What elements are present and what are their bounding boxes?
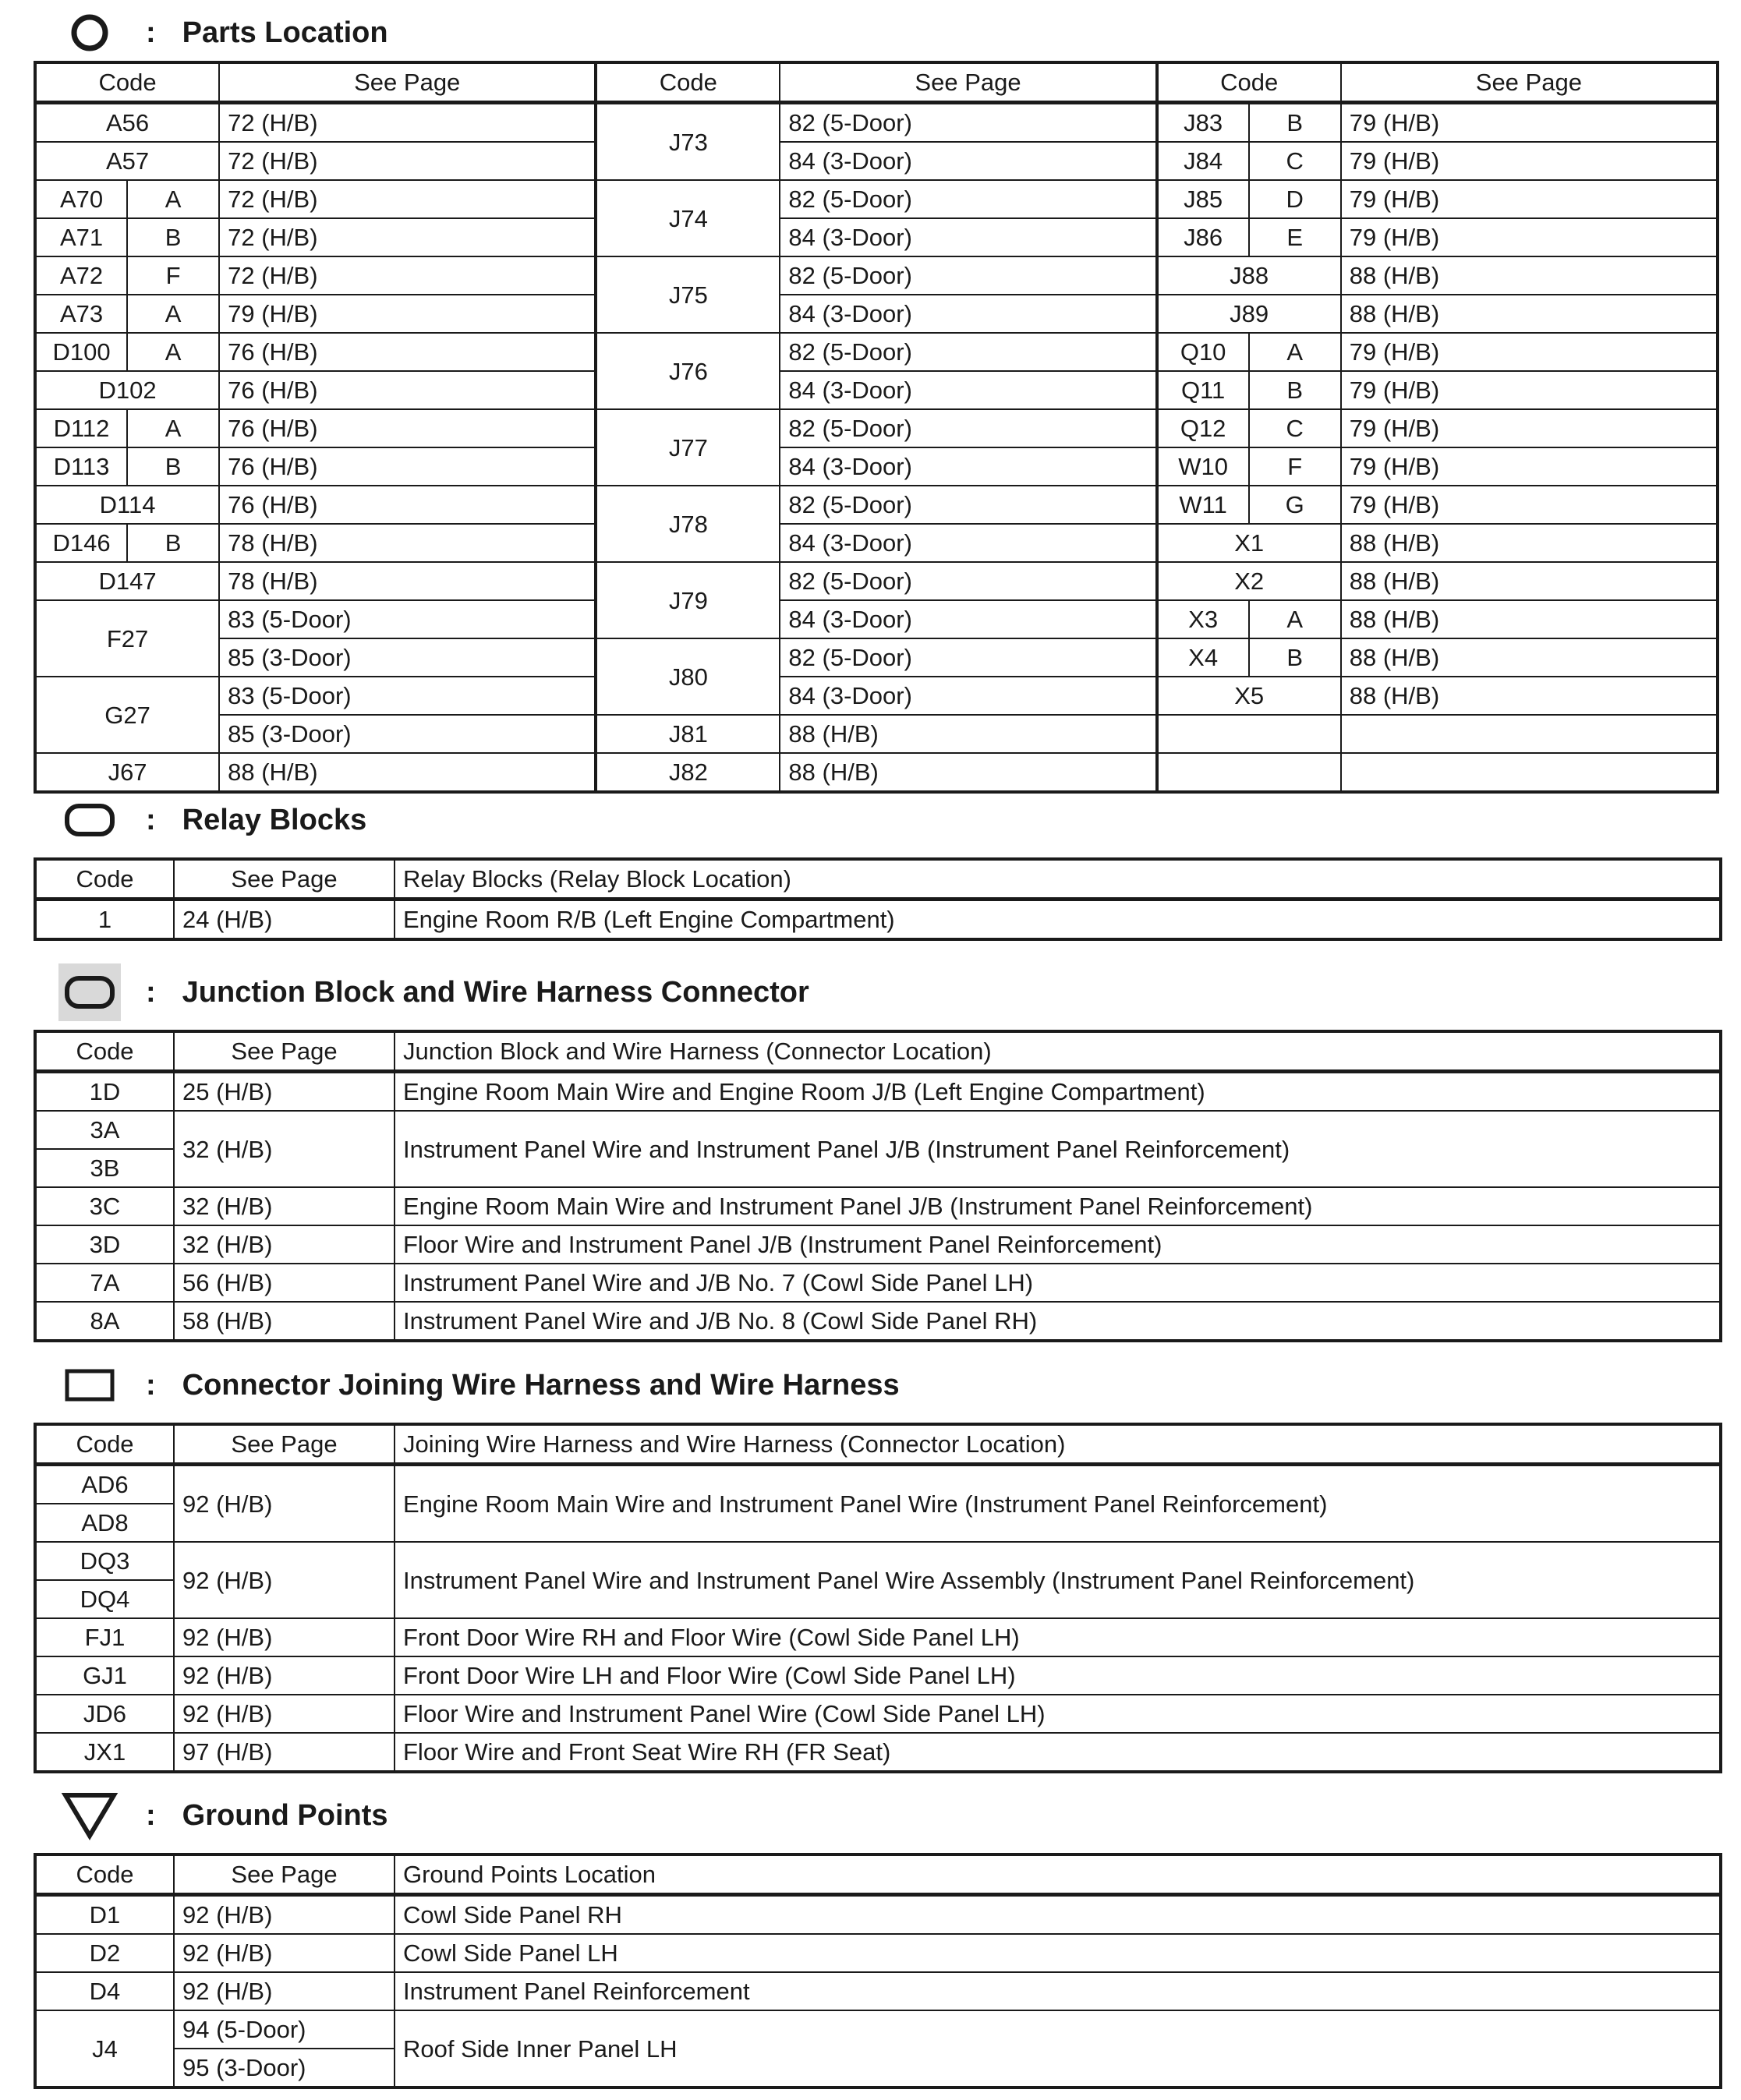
connector-code: D113 xyxy=(35,447,127,486)
see-page-value: 92 (H/B) xyxy=(174,1895,395,1935)
connector-code: DQ4 xyxy=(35,1580,174,1618)
table-row xyxy=(35,447,1718,486)
connector-code: JD6 xyxy=(35,1695,174,1733)
connector-code: Q10 xyxy=(1157,333,1249,371)
colon: : xyxy=(146,803,156,836)
see-page-value: 85 (3-Door) xyxy=(219,638,596,677)
triangle-icon xyxy=(58,1792,121,1839)
see-page-value: 78 (H/B) xyxy=(219,524,596,562)
see-page-value: 92 (H/B) xyxy=(174,1972,395,2010)
table-row xyxy=(35,1618,1721,1656)
connector-sub-code: F xyxy=(127,256,219,295)
see-page-value: 72 (H/B) xyxy=(219,103,596,143)
table-row xyxy=(35,562,1718,600)
connector-code: FJ1 xyxy=(35,1618,174,1656)
connector-code: J86 xyxy=(1157,218,1249,256)
column-header-code: Code xyxy=(35,1031,174,1072)
table-row xyxy=(35,486,1718,524)
see-page-value: 92 (H/B) xyxy=(174,1542,395,1618)
connector-code: W11 xyxy=(1157,486,1249,524)
location-description: Roof Side Inner Panel LH xyxy=(395,2010,1721,2088)
see-page-value: 79 (H/B) xyxy=(1341,142,1718,180)
see-page-value: 32 (H/B) xyxy=(174,1187,395,1225)
table-row xyxy=(35,333,1718,371)
see-page-value: 88 (H/B) xyxy=(1341,524,1718,562)
connector-sub-code: B xyxy=(127,447,219,486)
connector-code: A73 xyxy=(35,295,127,333)
see-page-value: 84 (3-Door) xyxy=(780,371,1156,409)
connector-sub-code: A xyxy=(127,180,219,218)
connector-code: D147 xyxy=(35,562,219,600)
table-row xyxy=(35,103,1718,143)
rounded-rect-icon xyxy=(58,797,121,843)
see-page-value: 82 (5-Door) xyxy=(780,638,1156,677)
see-page-value: 88 (H/B) xyxy=(1341,600,1718,638)
table-row xyxy=(35,2010,1721,2049)
table-row xyxy=(35,142,1718,180)
see-page-value: 25 (H/B) xyxy=(174,1072,395,1112)
location-description: Instrument Panel Wire and J/B No. 7 (Cowl Side Panel LH) xyxy=(395,1264,1721,1302)
connector-sub-code: E xyxy=(1249,218,1341,256)
see-page-value: 76 (H/B) xyxy=(219,409,596,447)
see-page-value: 88 (H/B) xyxy=(780,753,1156,792)
connector-code: D112 xyxy=(35,409,127,447)
see-page-value: 84 (3-Door) xyxy=(780,295,1156,333)
table-row xyxy=(35,1934,1721,1972)
table-row xyxy=(35,409,1718,447)
section-title: Relay Blocks xyxy=(182,803,367,836)
column-header-code: Code xyxy=(35,859,174,900)
see-page-value: 56 (H/B) xyxy=(174,1264,395,1302)
connector-code: Q12 xyxy=(1157,409,1249,447)
see-page-value: 76 (H/B) xyxy=(219,371,596,409)
connector-code: J79 xyxy=(596,562,780,638)
see-page-value: 82 (5-Door) xyxy=(780,562,1156,600)
location-description: Floor Wire and Instrument Panel Wire (Cowl Side Panel LH) xyxy=(395,1695,1721,1733)
connector-code: X1 xyxy=(1157,524,1341,562)
connector-code: J85 xyxy=(1157,180,1249,218)
table-row xyxy=(35,638,1718,677)
column-header-description: Ground Points Location xyxy=(395,1854,1721,1895)
location-description: Front Door Wire LH and Floor Wire (Cowl Side Panel LH) xyxy=(395,1656,1721,1695)
connector-sub-code: A xyxy=(127,409,219,447)
see-page-value: 92 (H/B) xyxy=(174,1618,395,1656)
see-page-value: 84 (3-Door) xyxy=(780,218,1156,256)
connector-code: J75 xyxy=(596,256,780,333)
see-page-value: 72 (H/B) xyxy=(219,218,596,256)
see-page-value: 88 (H/B) xyxy=(1341,638,1718,677)
see-page-value: 76 (H/B) xyxy=(219,486,596,524)
connector-code: X4 xyxy=(1157,638,1249,677)
column-header-code: Code xyxy=(596,62,780,103)
connector-code: Q11 xyxy=(1157,371,1249,409)
see-page-value: 82 (5-Door) xyxy=(780,333,1156,371)
connector-code: 3A xyxy=(35,1111,174,1149)
column-header-code: Code xyxy=(1157,62,1341,103)
table-row xyxy=(35,600,1718,638)
see-page-value: 79 (H/B) xyxy=(1341,103,1718,143)
connector-code: 3B xyxy=(35,1149,174,1187)
connector-code: D102 xyxy=(35,371,219,409)
column-header-code: Code xyxy=(35,1854,174,1895)
location-description: Instrument Panel Wire and Instrument Panel Wire Assembly (Instrument Panel Reinforcement) xyxy=(395,1542,1721,1618)
connector-sub-code: B xyxy=(127,524,219,562)
see-page-value: 82 (5-Door) xyxy=(780,409,1156,447)
connector-code: DQ3 xyxy=(35,1542,174,1580)
connector-code: J88 xyxy=(1157,256,1341,295)
table-row xyxy=(35,1111,1721,1149)
connector-code: GJ1 xyxy=(35,1656,174,1695)
connector-code: J74 xyxy=(596,180,780,256)
see-page-value: 82 (5-Door) xyxy=(780,256,1156,295)
connector-code: J80 xyxy=(596,638,780,715)
connector-code: 1 xyxy=(35,900,174,940)
see-page-value: 78 (H/B) xyxy=(219,562,596,600)
see-page-value: 72 (H/B) xyxy=(219,256,596,295)
connector-sub-code: B xyxy=(1249,103,1341,143)
table-row xyxy=(35,1187,1721,1225)
empty-cell xyxy=(1157,715,1341,753)
section-junction-header xyxy=(58,969,809,1016)
connector-code: D146 xyxy=(35,524,127,562)
see-page-value: 88 (H/B) xyxy=(1341,295,1718,333)
connector-code: J4 xyxy=(35,2010,174,2088)
location-description: Cowl Side Panel LH xyxy=(395,1934,1721,1972)
empty-cell xyxy=(1157,753,1341,792)
table-row xyxy=(35,715,1718,753)
see-page-value: 82 (5-Door) xyxy=(780,103,1156,143)
see-page-value: 32 (H/B) xyxy=(174,1225,395,1264)
table-row xyxy=(35,1972,1721,2010)
connector-sub-code: B xyxy=(1249,638,1341,677)
see-page-value: 83 (5-Door) xyxy=(219,600,596,638)
see-page-value: 72 (H/B) xyxy=(219,142,596,180)
see-page-value: 79 (H/B) xyxy=(1341,486,1718,524)
connector-code: X5 xyxy=(1157,677,1341,715)
see-page-value: 76 (H/B) xyxy=(219,333,596,371)
relay-blocks-table xyxy=(34,857,1722,941)
connector-sub-code: F xyxy=(1249,447,1341,486)
connector-code: A56 xyxy=(35,103,219,143)
table-row xyxy=(35,900,1721,940)
section-title: Ground Points xyxy=(182,1798,388,1832)
table-row xyxy=(35,753,1718,792)
column-header-see-page: See Page xyxy=(219,62,596,103)
square-icon xyxy=(58,1362,121,1409)
column-header-description: Junction Block and Wire Harness (Connector Location) xyxy=(395,1031,1721,1072)
section-ground-header xyxy=(58,1792,388,1839)
see-page-value: 82 (5-Door) xyxy=(780,486,1156,524)
table-row xyxy=(35,1225,1721,1264)
see-page-value: 92 (H/B) xyxy=(174,1656,395,1695)
connector-code: J67 xyxy=(35,753,219,792)
connector-code: X2 xyxy=(1157,562,1341,600)
location-description: Engine Room Main Wire and Instrument Panel J/B (Instrument Panel Reinforcement) xyxy=(395,1187,1721,1225)
connector-sub-code: A xyxy=(1249,600,1341,638)
connector-sub-code: C xyxy=(1249,142,1341,180)
connector-sub-code: D xyxy=(1249,180,1341,218)
column-header-see-page: See Page xyxy=(780,62,1156,103)
see-page-value: 88 (H/B) xyxy=(1341,562,1718,600)
colon: : xyxy=(146,16,156,49)
see-page-value: 84 (3-Door) xyxy=(780,524,1156,562)
table-row xyxy=(35,1302,1721,1341)
connector-code: D100 xyxy=(35,333,127,371)
connector-code: J84 xyxy=(1157,142,1249,180)
section-parts-header xyxy=(58,9,388,56)
see-page-value: 79 (H/B) xyxy=(1341,218,1718,256)
connector-code: D114 xyxy=(35,486,219,524)
colon: : xyxy=(146,1798,156,1832)
table-row xyxy=(35,524,1718,562)
connector-sub-code: C xyxy=(1249,409,1341,447)
connector-sub-code: A xyxy=(127,295,219,333)
table-row xyxy=(35,1542,1721,1580)
connector-code: A72 xyxy=(35,256,127,295)
see-page-value: 32 (H/B) xyxy=(174,1111,395,1187)
ground-points-table xyxy=(34,1853,1722,2089)
connector-code: 3C xyxy=(35,1187,174,1225)
location-description: Instrument Panel Wire and Instrument Panel J/B (Instrument Panel Reinforcement) xyxy=(395,1111,1721,1187)
see-page-value: 83 (5-Door) xyxy=(219,677,596,715)
location-description: Cowl Side Panel RH xyxy=(395,1895,1721,1935)
table-row xyxy=(35,218,1718,256)
see-page-value: 79 (H/B) xyxy=(1341,180,1718,218)
connector-code: X3 xyxy=(1157,600,1249,638)
location-description: Engine Room R/B (Left Engine Compartment) xyxy=(395,900,1721,940)
column-header-see-page: See Page xyxy=(174,1854,395,1895)
connector-code: 1D xyxy=(35,1072,174,1112)
connector-code: J77 xyxy=(596,409,780,486)
table-row xyxy=(35,677,1718,715)
table-row xyxy=(35,1656,1721,1695)
see-page-value: 72 (H/B) xyxy=(219,180,596,218)
column-header-see-page: See Page xyxy=(174,859,395,900)
column-header-description: Joining Wire Harness and Wire Harness (Connector Location) xyxy=(395,1424,1721,1465)
connector-code: JX1 xyxy=(35,1733,174,1772)
see-page-value: 97 (H/B) xyxy=(174,1733,395,1772)
see-page-value: 82 (5-Door) xyxy=(780,180,1156,218)
see-page-value: 79 (H/B) xyxy=(1341,447,1718,486)
location-description: Instrument Panel Wire and J/B No. 8 (Cowl Side Panel RH) xyxy=(395,1302,1721,1341)
connector-code: D2 xyxy=(35,1934,174,1972)
section-title: Junction Block and Wire Harness Connector xyxy=(182,975,809,1009)
column-header-code: Code xyxy=(35,62,219,103)
see-page-value: 24 (H/B) xyxy=(174,900,395,940)
junction-block-table xyxy=(34,1030,1722,1342)
see-page-value: 85 (3-Door) xyxy=(219,715,596,753)
connector-code: 8A xyxy=(35,1302,174,1341)
connector-code: A70 xyxy=(35,180,127,218)
connector-sub-code: B xyxy=(127,218,219,256)
connector-code: G27 xyxy=(35,677,219,753)
table-row xyxy=(35,1072,1721,1112)
connector-code: D1 xyxy=(35,1895,174,1935)
connector-code: J73 xyxy=(596,103,780,181)
connector-sub-code: G xyxy=(1249,486,1341,524)
location-description: Engine Room Main Wire and Engine Room J/B (Left Engine Compartment) xyxy=(395,1072,1721,1112)
connector-code: J89 xyxy=(1157,295,1341,333)
see-page-value: 58 (H/B) xyxy=(174,1302,395,1341)
see-page-value: 79 (H/B) xyxy=(1341,409,1718,447)
see-page-value: 92 (H/B) xyxy=(174,1465,395,1543)
column-header-see-page: See Page xyxy=(174,1031,395,1072)
table-row xyxy=(35,180,1718,218)
see-page-value: 88 (H/B) xyxy=(219,753,596,792)
connector-code: F27 xyxy=(35,600,219,677)
connector-code: D4 xyxy=(35,1972,174,2010)
connector-code: AD6 xyxy=(35,1465,174,1504)
location-description: Engine Room Main Wire and Instrument Panel Wire (Instrument Panel Reinforcement) xyxy=(395,1465,1721,1543)
column-header-description: Relay Blocks (Relay Block Location) xyxy=(395,859,1721,900)
column-header-see-page: See Page xyxy=(174,1424,395,1465)
empty-cell xyxy=(1341,715,1718,753)
colon: : xyxy=(146,975,156,1009)
connector-code: 3D xyxy=(35,1225,174,1264)
see-page-value: 92 (H/B) xyxy=(174,1695,395,1733)
see-page-value: 94 (5-Door) xyxy=(174,2010,395,2049)
see-page-value: 84 (3-Door) xyxy=(780,447,1156,486)
location-description: Instrument Panel Reinforcement xyxy=(395,1972,1721,2010)
see-page-value: 79 (H/B) xyxy=(219,295,596,333)
table-row xyxy=(35,371,1718,409)
connector-code: J78 xyxy=(596,486,780,562)
connector-code: AD8 xyxy=(35,1504,174,1542)
section-title: Parts Location xyxy=(182,16,388,49)
connector-sub-code: A xyxy=(1249,333,1341,371)
section-title: Connector Joining Wire Harness and Wire Harness xyxy=(182,1368,900,1402)
see-page-value: 79 (H/B) xyxy=(1341,333,1718,371)
see-page-value: 79 (H/B) xyxy=(1341,371,1718,409)
column-header-code: Code xyxy=(35,1424,174,1465)
connector-sub-code: B xyxy=(1249,371,1341,409)
parts-location-table xyxy=(34,61,1719,794)
connector-sub-code: A xyxy=(127,333,219,371)
connector-joining-table xyxy=(34,1423,1722,1773)
see-page-value: 88 (H/B) xyxy=(1341,677,1718,715)
section-joining-header xyxy=(58,1362,900,1409)
connector-code: W10 xyxy=(1157,447,1249,486)
connector-code: J83 xyxy=(1157,103,1249,143)
see-page-value: 92 (H/B) xyxy=(174,1934,395,1972)
location-description: Front Door Wire RH and Floor Wire (Cowl Side Panel LH) xyxy=(395,1618,1721,1656)
connector-code: A71 xyxy=(35,218,127,256)
see-page-value: 84 (3-Door) xyxy=(780,600,1156,638)
colon: : xyxy=(146,1368,156,1402)
circle-icon xyxy=(58,9,121,56)
location-description: Floor Wire and Front Seat Wire RH (FR Seat) xyxy=(395,1733,1721,1772)
see-page-value: 88 (H/B) xyxy=(780,715,1156,753)
see-page-value: 84 (3-Door) xyxy=(780,677,1156,715)
table-row xyxy=(35,256,1718,295)
column-header-see-page: See Page xyxy=(1341,62,1718,103)
table-row xyxy=(35,1264,1721,1302)
table-row xyxy=(35,1733,1721,1772)
see-page-value: 76 (H/B) xyxy=(219,447,596,486)
table-row xyxy=(35,1895,1721,1935)
see-page-value: 88 (H/B) xyxy=(1341,256,1718,295)
connector-code: A57 xyxy=(35,142,219,180)
section-relay-header xyxy=(58,797,366,843)
connector-code: J76 xyxy=(596,333,780,409)
see-page-value: 95 (3-Door) xyxy=(174,2049,395,2088)
table-row xyxy=(35,1465,1721,1504)
location-description: Floor Wire and Instrument Panel J/B (Instrument Panel Reinforcement) xyxy=(395,1225,1721,1264)
connector-code: J82 xyxy=(596,753,780,792)
empty-cell xyxy=(1341,753,1718,792)
table-row xyxy=(35,295,1718,333)
see-page-value: 84 (3-Door) xyxy=(780,142,1156,180)
connector-code: J81 xyxy=(596,715,780,753)
shaded-rounded-rect-icon xyxy=(58,969,121,1016)
table-row xyxy=(35,1695,1721,1733)
connector-code: 7A xyxy=(35,1264,174,1302)
